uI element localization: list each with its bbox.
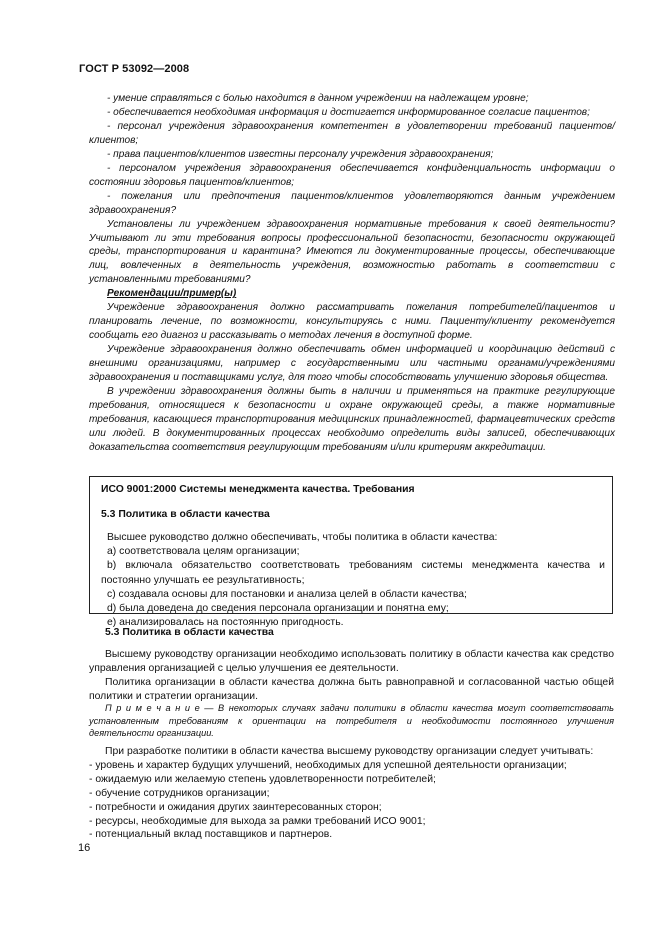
considerations-intro: При разработке политики в области качества высшему руководству организации следует учитывать: — [105, 746, 594, 757]
iso-box-intro: Высшее руководство должно обеспечивать, чтобы политика в области качества: — [107, 532, 498, 543]
recommendation-paragraph: Учреждение здравоохранения должно рассматривать пожелания потребителей/пациентов и планировать лечение, по возможности, консультируясь с ними. Пациенту/клиенту рекомендуется сообщать его диагноз и рассказывать о методах лечения в доступной форме. — [89, 302, 615, 342]
recommendation-paragraph: В учреждении здравоохранения должны быть в наличии и применяться на практике регулирующие требования, относящиеся к безопасности и охране окружающей среды, а также нормативные требования, касающиеся транспортирования медицинских принадлежностей, фармацевтических средств или людей. В документированных процессах необходимо определить виды записей, обеспечивающих доказательства соответствия регулирующим требованиям и/или критериям аккредитации. — [89, 386, 615, 453]
list-item: - обеспечивается необходимая информация и достигается информированное согласие пациентов; — [107, 106, 590, 118]
section-paragraph: Высшему руководству организации необходимо использовать политику в области качества как средство управления организацией с целью улучшения ее деятельности. — [89, 648, 614, 674]
consideration-item: - потребности и ожидания других заинтересованных сторон; — [89, 801, 382, 813]
list-item: - умение справляться с болью находится в данном учреждении на надлежащем уровне; — [107, 93, 529, 104]
document-header: ГОСТ Р 53092—2008 — [79, 63, 190, 75]
considerations-block — [89, 745, 614, 842]
iso-box-item: d) была доведена до сведения персонала организации и понятна ему; — [107, 603, 449, 615]
established-requirements-paragraph: Установлены ли учреждением здравоохранения нормативные требования к своей деятельности? Учитывают ли эти требования вопросы профессиональной безопасности, безопасности окружающей среды, транспортирования и карантина? Имеются ли документированные процессы, обеспечивающие лиц, вовлеченных в деятельность учреждения, возможностью работать в соответствии с установленными требованиями? — [89, 218, 615, 286]
consideration-item: - уровень и характер будущих улучшений, необходимых для успешной деятельности организации; — [89, 759, 567, 771]
note-block — [89, 702, 614, 740]
note-paragraph — [89, 702, 614, 740]
recommendation-paragraph: Учреждение здравоохранения должно обеспечивать обмен информацией и координацию действий с внешними организациями, например с государственными или частными органами/учреждениями здравоохранения и поставщиками услуг, для того чтобы способствовать улучшению здоровья общества. — [89, 344, 615, 384]
italic-guidance-block — [89, 92, 615, 455]
consideration-item: - потенциальный вклад поставщиков и партнеров. — [89, 829, 333, 841]
list-item: - персонал учреждения здравоохранения компетентен в удовлетворении требований пациентов/клиентов; — [89, 120, 615, 146]
section-paragraph: Политика организации в области качества должна быть равноправной и согласованной частью общей политики и стратегии организации. — [89, 676, 614, 702]
consideration-item: - ресурсы, необходимые для выхода за рамки требований ИСО 9001; — [89, 815, 426, 827]
iso-box-item: e) анализировалась на постоянную пригодность. — [107, 617, 344, 629]
recommendations-heading: Рекомендации/пример(ы) — [107, 288, 237, 300]
section-5-3 — [89, 626, 614, 704]
page-number: 16 — [78, 842, 91, 854]
iso-box-item: c) создавала основы для постановки и анализа целей в области качества; — [107, 588, 467, 600]
iso-box-item: b) включала обязательство соответствовать требованиям системы менеджмента качества и постоянно улучшать ее результативность; — [101, 560, 605, 586]
consideration-item: - обучение сотрудников организации; — [89, 787, 270, 799]
note-label: П р и м е ч а н и е — [105, 703, 200, 713]
list-item: - права пациентов/клиентов известны персоналу учреждения здравоохранения; — [107, 148, 494, 160]
list-item: - пожелания или предпочтения пациентов/клиентов удовлетворяются данным учреждением здравоохранения? — [89, 190, 615, 216]
section-heading: 5.3 Политика в области качества — [105, 627, 274, 638]
iso-quote-box — [89, 476, 613, 629]
consideration-item: - ожидаемую или желаемую степень удовлетворенности потребителей; — [89, 773, 436, 785]
list-item: - персоналом учреждения здравоохранения обеспечивается конфиденциальность информации о состоянии здоровья пациентов/клиентов; — [89, 162, 615, 188]
iso-box-section: 5.3 Политика в области качества — [101, 509, 270, 520]
iso-box-title: ИСО 9001:2000 Системы менеджмента качества. Требования — [101, 484, 415, 495]
note-text: — В некоторых случаях задачи политики в области качества могут соответствовать установленным требованиям к ориентации на потребителя и необходимости постоянного улучшения деятельности организации. — [89, 703, 614, 738]
iso-box-item: a) соответствовала целям организации; — [107, 546, 300, 557]
